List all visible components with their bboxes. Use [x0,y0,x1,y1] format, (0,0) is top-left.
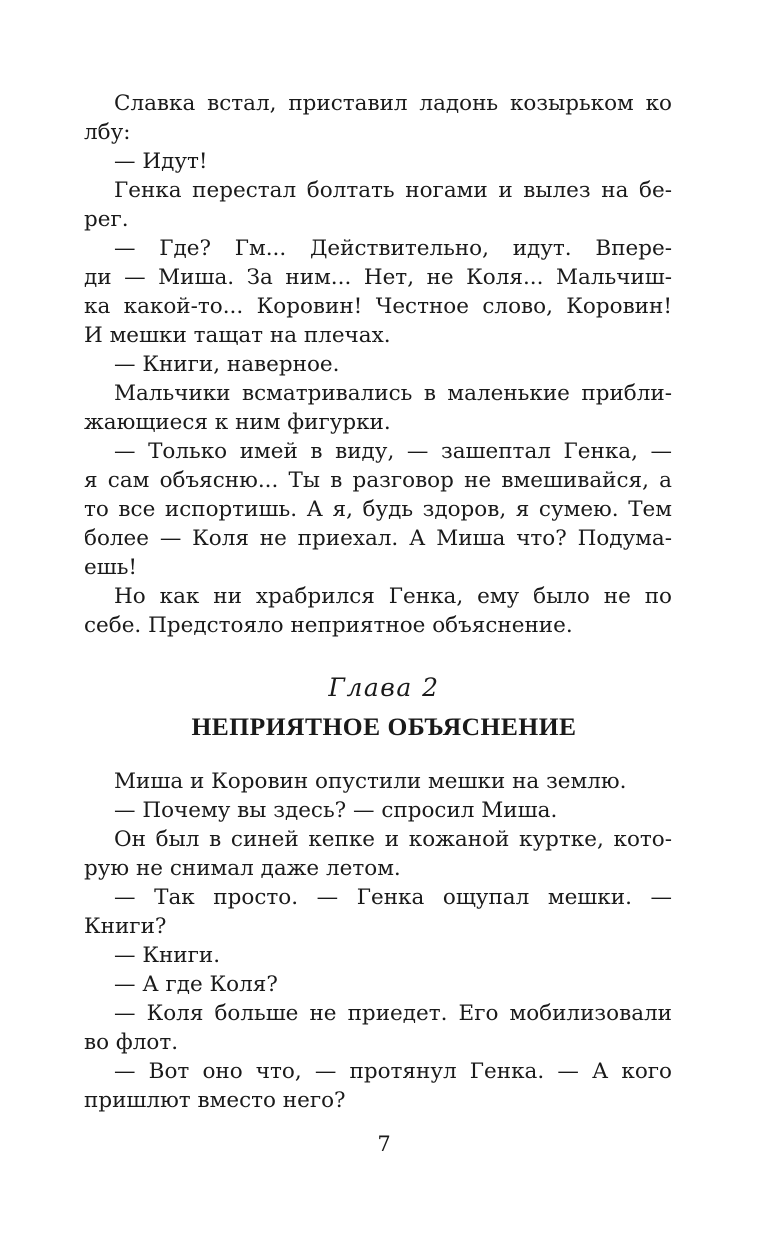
text-line: рую не снимал даже летом. [84,856,401,881]
text-line: Но как ни храбрился Генка, ему было не по [114,584,672,609]
text-line: Миша и Коровин опустили мешки на землю. [114,769,627,794]
text-line: И мешки тащат на плечах. [84,323,391,348]
text-line: Славка встал, приставил ладонь козырьком ко [114,91,672,116]
chapter-title: НЕПРИЯТНОЕ ОБЪЯСНЕНИЕ [191,712,577,741]
text-line: рег. [84,207,129,232]
text-line: более — Коля не приехал. А Миша что? Подума- [84,526,672,551]
text-line: лбу: [84,120,131,145]
text-line: — Где? Гм... Действительно, идут. Впере- [114,236,672,261]
text-line: ди — Миша. За ним... Нет, не Коля... Мальчиш- [84,265,672,290]
text-line: — Коля больше не приедет. Его мобилизовали [114,1001,672,1026]
text-line: — Книги, наверное. [114,352,340,377]
text-line: — Почему вы здесь? — спросил Миша. [114,798,558,823]
text-line: ка какой-то... Коровин! Честное слово, Коровин! [84,294,672,319]
chapter-number: Глава 2 [328,673,440,702]
text-line: ешь! [84,555,138,580]
text-block-bottom [84,767,672,1115]
text-line: — А где Коля? [114,972,278,997]
text-line: — Книги. [114,943,221,968]
text-line: Генка перестал болтать ногами и вылез на бе- [114,178,672,203]
text-line: во флот. [84,1030,179,1055]
text-line: Он был в синей кепке и кожаной куртке, кото- [114,827,672,852]
text-line: то все испортишь. А я, будь здоров, я сумею. Тем [84,497,672,522]
text-line: — Так просто. — Генка ощупал мешки. — [114,885,672,910]
text-line: я сам объясню... Ты в разговор не вмешивайся, а [84,468,672,493]
text-line: — Только имей в виду, — зашептал Генка, — [114,439,672,464]
page-number: 7 [377,1132,391,1156]
text-block-top [84,89,672,640]
text-line: Мальчики всматривались в маленькие прибли- [114,381,672,406]
text-line: — Идут! [114,149,208,174]
text-line: пришлют вместо него? [84,1088,346,1113]
text-line: — Вот оно что, — протянул Генка. — А кого [114,1059,672,1084]
text-line: жающиеся к ним фигурки. [84,410,391,435]
text-line: себе. Предстояло неприятное объяснение. [84,613,573,638]
text-line: Книги? [84,914,167,939]
